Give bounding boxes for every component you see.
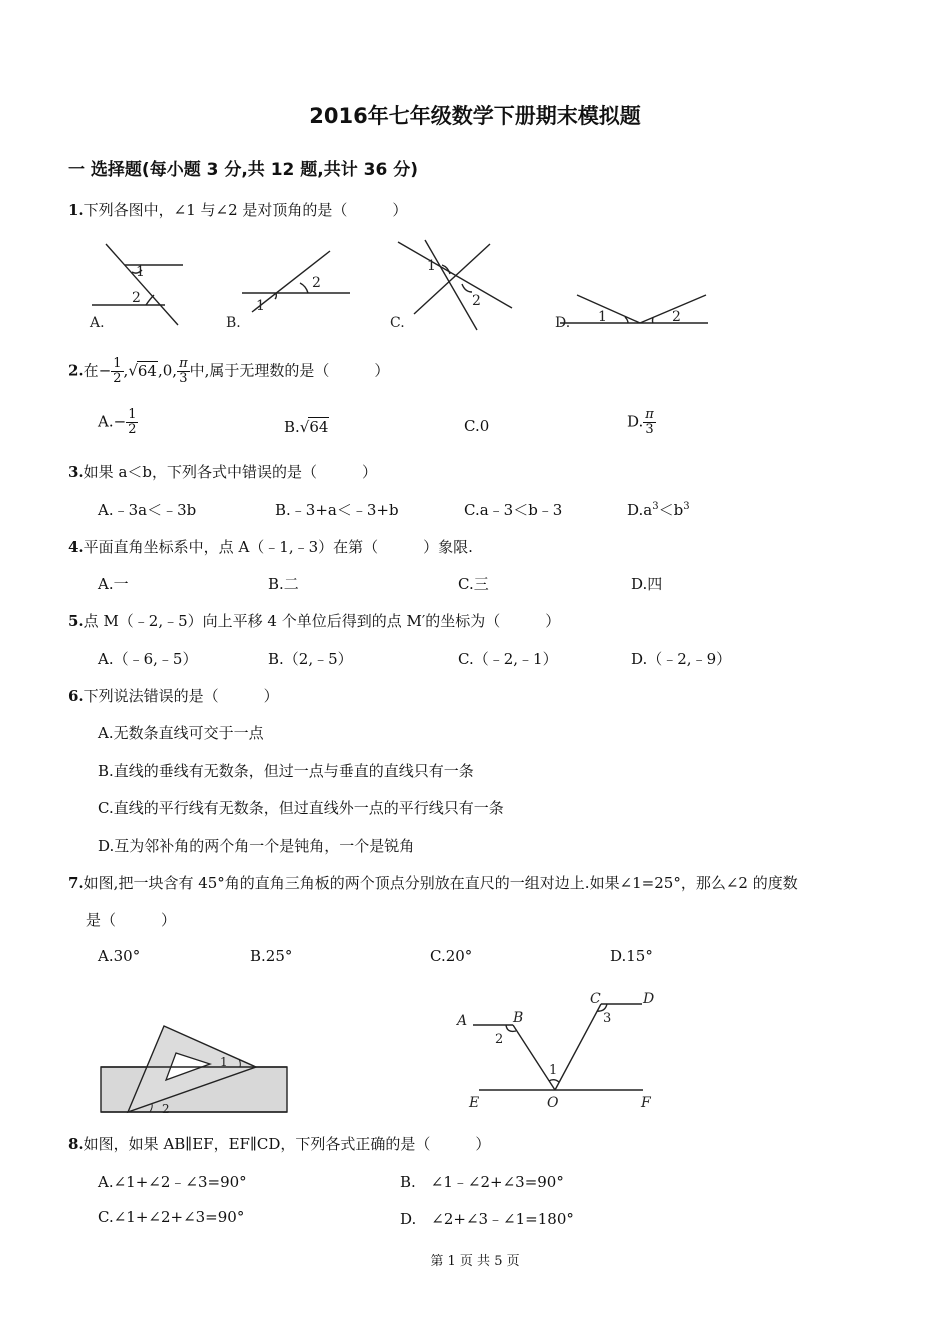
question-6 [68,685,279,706]
q7-option-b[interactable]: B.25° [250,947,293,965]
q1-figures [80,232,730,337]
numerator: π [645,407,654,422]
angle-2-label: 2 [162,1102,170,1116]
fig-c-label: C. [390,315,405,331]
question-8 [68,1133,490,1154]
q5-option-b[interactable]: B.（2,﹣5） [268,650,353,668]
q4-option-a[interactable]: A.一 [98,575,129,593]
q6-option-c[interactable]: C.直线的平行线有无数条，但过直线外一点的平行线只有一条 [98,799,504,817]
q7-option-c[interactable]: C.20° [430,947,473,965]
question-text: 中,属于无理数的是（ ） [189,361,390,380]
fig-d-angle-2: 2 [672,309,681,325]
question-5 [68,610,560,631]
q6-option-d[interactable]: D.互为邻补角的两个角一个是钝角，一个是锐角 [98,837,415,855]
q5-option-c[interactable]: C.（﹣2,﹣1） [458,650,558,668]
fraction-pi-third [643,408,656,437]
fig-a-label: A. [90,315,105,331]
section-heading: 一 选择题(每小题 3 分,共 12 题,共计 36 分) [68,160,419,180]
point-c-label: C [590,991,601,1007]
question-text: 如果 a＜b，下列各式中错误的是（ ） [83,463,377,481]
q8-parallel-lines-figure [455,985,675,1115]
option-label: B. [284,418,300,436]
question-number: 1. [68,201,84,219]
question-number: 2. [68,361,84,380]
fig-d-label: D. [555,315,571,331]
minus-sign: − [98,361,112,380]
question-text: ,0, [157,361,178,380]
fraction-pi-third [177,357,190,386]
minus-sign: − [113,412,127,431]
separator: , [123,361,129,380]
fig-a-angle-1: 1 [136,264,145,280]
fig-c-angle-1: 1 [427,258,436,274]
question-text: 如图，如果 AB∥EF，EF∥CD，下列各式正确的是（ ） [83,1135,491,1153]
question-number: 4. [68,538,84,556]
question-text: 在 [83,361,99,380]
q8-option-c[interactable]: C.∠1+∠2+∠3=90° [98,1208,245,1226]
option-text: D.a [627,501,653,519]
question-number: 6. [68,687,84,705]
exponent: 3 [652,501,659,512]
question-text: 点 M（﹣2,﹣5）向上平移 4 个单位后得到的点 M′的坐标为（ ） [83,612,561,630]
angle-3-label: 3 [603,1011,612,1026]
exponent: 3 [683,501,690,512]
q8-option-b[interactable]: B. ∠1﹣∠2+∠3=90° [400,1173,564,1191]
fraction-half [126,408,138,437]
q3-option-a[interactable]: A.﹣3a＜﹣3b [98,501,197,519]
page-title: 2016年七年级数学下册期末模拟题 [309,104,641,128]
q7-ruler-triangle-figure [98,1020,298,1120]
radicand: 64 [137,361,157,380]
question-1 [68,199,407,220]
q2-option-c[interactable]: C.0 [464,417,490,435]
question-7-continued: 是（ ） [86,911,177,929]
point-a-label: A [457,1013,468,1029]
fig-a-angle-2: 2 [132,290,141,306]
point-o-label: O [547,1095,559,1111]
sqrt-sign: √ [299,418,310,436]
point-e-label: E [469,1095,480,1111]
q4-option-b[interactable]: B.二 [268,575,299,593]
numerator: 1 [113,356,122,371]
denominator: 3 [179,371,188,386]
question-3 [68,461,377,482]
question-number: 5. [68,612,84,630]
question-text: 下列说法错误的是（ ） [83,687,279,705]
option-label: D. [627,412,644,431]
q8-option-d[interactable]: D. ∠2+∠3﹣∠1=180° [400,1210,574,1228]
fig-b-label: B. [226,315,241,331]
question-number: 8. [68,1135,84,1153]
question-number: 7. [68,874,84,892]
q4-option-c[interactable]: C.三 [458,575,489,593]
point-f-label: F [641,1095,651,1111]
q5-option-a[interactable]: A.（﹣6,﹣5） [98,650,198,668]
denominator: 3 [645,422,654,437]
denominator: 2 [128,422,137,437]
fig-d-angle-1: 1 [598,309,607,325]
q7-option-a[interactable]: A.30° [98,947,141,965]
radicand: 64 [309,418,329,436]
option-text: ＜b [658,501,684,519]
fig-c-angle-2: 2 [472,293,481,309]
q6-option-a[interactable]: A.无数条直线可交于一点 [98,724,264,742]
q2-option-b[interactable] [284,417,329,436]
denominator: 2 [113,371,122,386]
q3-option-b[interactable]: B.﹣3+a＜﹣3+b [275,501,399,519]
fig-b-angle-2: 2 [312,275,321,291]
q4-option-d[interactable]: D.四 [631,575,663,593]
question-2 [68,357,389,386]
point-b-label: B [513,1010,524,1026]
question-text: 平面直角坐标系中，点 A（﹣1,﹣3）在第（ ）象限. [83,538,473,556]
question-7 [68,872,798,893]
q2-option-d[interactable] [627,408,656,437]
point-d-label: D [643,991,655,1007]
question-text: 下列各图中，∠1 与∠2 是对顶角的是（ ） [83,201,408,219]
sqrt-sign: √ [128,361,138,380]
q3-option-d[interactable] [627,499,690,520]
q6-option-b[interactable]: B.直线的垂线有无数条，但过一点与垂直的直线只有一条 [98,762,474,780]
numerator: 1 [128,407,137,422]
page-footer: 第 1 页 共 5 页 [430,1254,520,1269]
fig-b-angle-1: 1 [256,298,265,314]
q7-option-d[interactable]: D.15° [610,947,653,965]
option-label: A. [98,412,114,431]
question-number: 3. [68,463,84,481]
q3-option-c[interactable]: C.a﹣3＜b﹣3 [464,501,563,519]
fraction-half [111,357,123,386]
question-4 [68,536,473,557]
angle-1-label: 1 [220,1055,228,1069]
q2-option-a[interactable] [98,408,138,437]
q8-option-a[interactable]: A.∠1+∠2﹣∠3=90° [98,1173,247,1191]
question-text: 如图,把一块含有 45°角的直角三角板的两个顶点分别放在直尺的一组对边上.如果∠1=25°，那么∠2 的度数 [83,874,798,892]
angle-1-label: 1 [549,1063,558,1078]
numerator: π [179,356,188,371]
q5-option-d[interactable]: D.（﹣2,﹣9） [631,650,732,668]
angle-2-label: 2 [495,1032,504,1047]
